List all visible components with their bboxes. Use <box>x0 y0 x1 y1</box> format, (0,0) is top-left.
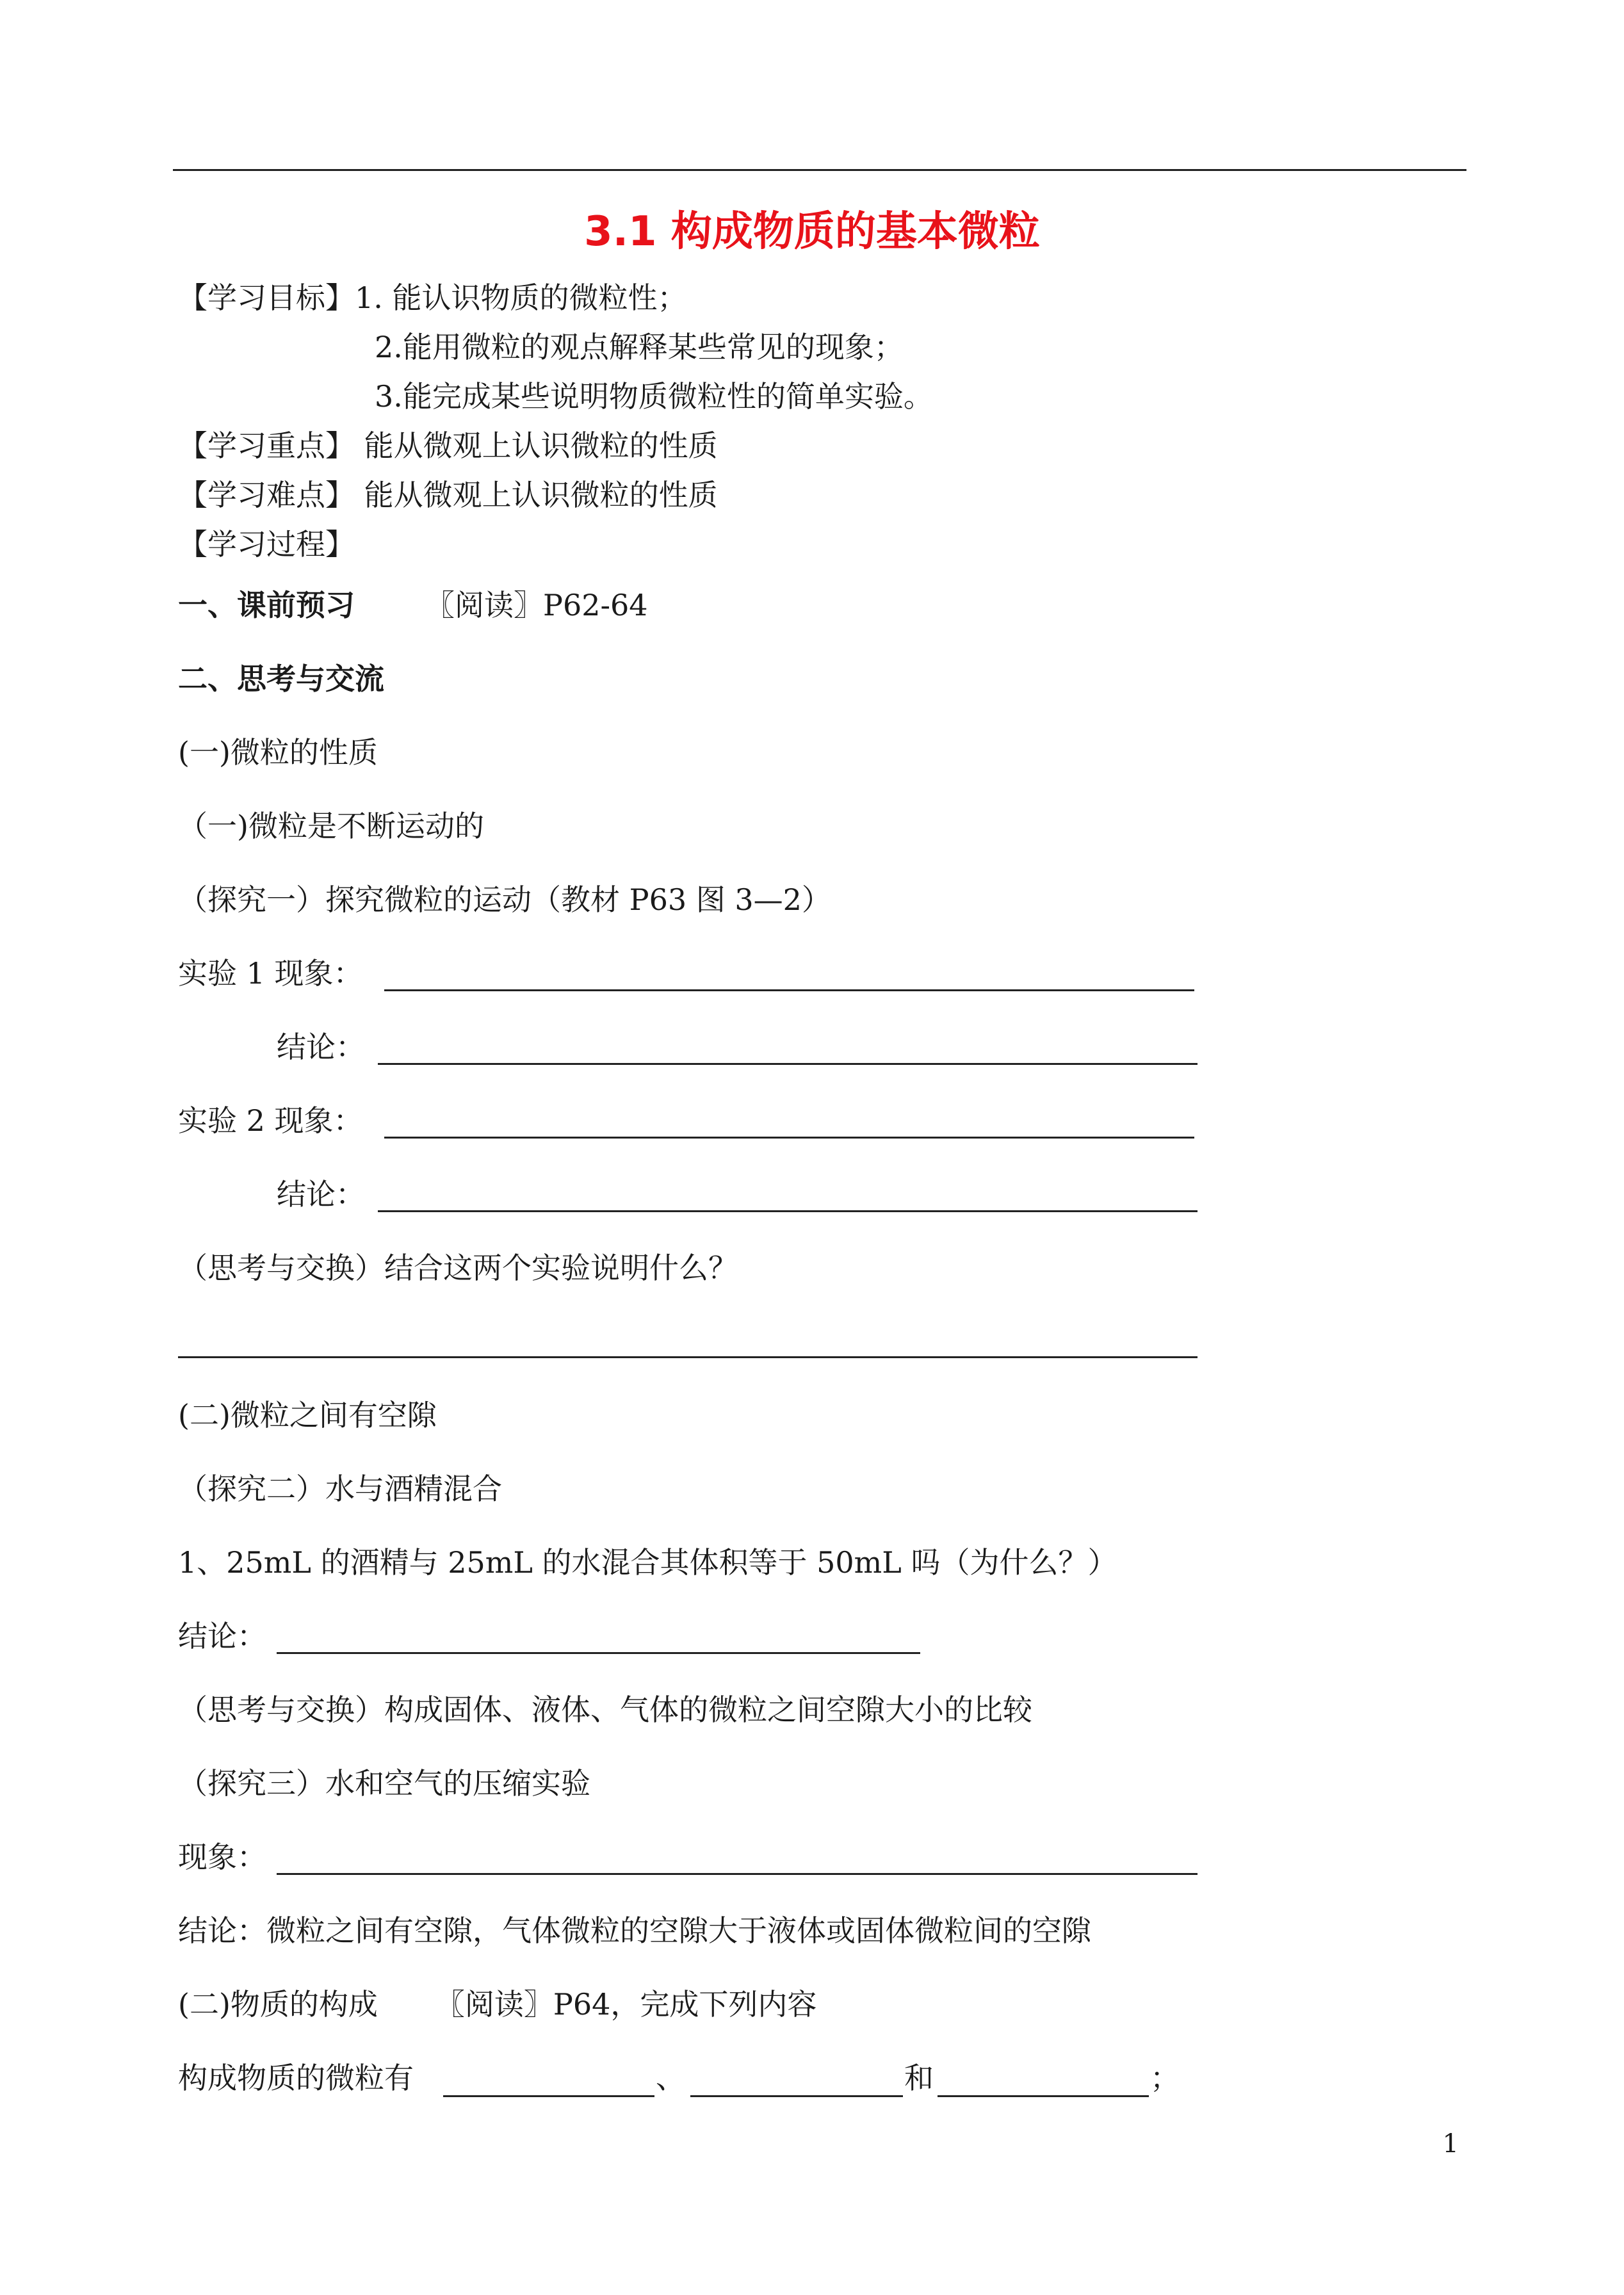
last-line-sep-1: 、 <box>656 2061 685 2095</box>
last-line-prefix: 构成物质的微粒有 <box>178 2061 414 2095</box>
exp1-phenomenon-label: 实验 1 现象： <box>178 956 363 991</box>
page-number: 1 <box>1442 2129 1459 2159</box>
part-3-heading: (二)物质的构成 <box>178 1987 378 2022</box>
section-1-reading: 〖阅读〗P62-64 <box>425 588 648 622</box>
header-rule <box>173 169 1466 171</box>
exp2-conclusion-label: 结论： <box>277 1177 365 1212</box>
conclusion-1-label: 结论： <box>178 1619 266 1653</box>
exp2-phenomenon-blank[interactable] <box>384 1137 1194 1139</box>
part-1-heading: (一)微粒的性质 <box>178 735 378 770</box>
think-1: （思考与交换）结合这两个实验说明什么？ <box>178 1251 738 1285</box>
key-point-line <box>178 426 718 465</box>
difficulty-label: 【学习难点】 <box>178 478 355 512</box>
part-3-line <box>178 1985 816 2023</box>
phenomenon-3-label: 现象： <box>178 1840 266 1874</box>
key-point-text: 能从微观上认识微粒的性质 <box>364 428 718 463</box>
particle-blank-2[interactable] <box>690 2095 903 2097</box>
section-1-heading: 一、课前预习 <box>178 588 355 622</box>
phenomenon-3-blank[interactable] <box>277 1873 1198 1875</box>
section-2-heading: 二、思考与交流 <box>178 661 384 696</box>
question-1: 1、25mL 的酒精与 25mL 的水混合其体积等于 50mL 吗（为什么？） <box>178 1545 1117 1580</box>
exp1-phenomenon-blank[interactable] <box>384 989 1194 991</box>
objectives-label: 【学习目标】 <box>178 280 355 315</box>
section-1 <box>178 586 648 624</box>
think-2: （思考与交换）构成固体、液体、气体的微粒之间空隙大小的比较 <box>178 1692 1032 1727</box>
page-title: 3.1 构成物质的基本微粒 <box>584 208 1040 255</box>
exp2-conclusion-blank[interactable] <box>378 1210 1198 1212</box>
particle-blank-1[interactable] <box>443 2095 654 2097</box>
explore-3: （探究三）水和空气的压缩实验 <box>178 1766 590 1801</box>
part-3-reading: 〖阅读〗P64，完成下列内容 <box>435 1987 817 2022</box>
part-1a-heading: （一)微粒是不断运动的 <box>178 809 484 843</box>
exp1-conclusion-blank[interactable] <box>378 1063 1198 1065</box>
exp1-conclusion-label: 结论： <box>277 1030 365 1064</box>
last-line-sep-2: 和 <box>904 2061 934 2095</box>
difficulty-line <box>178 476 718 514</box>
last-line-end: ； <box>1150 2061 1180 2095</box>
exp2-phenomenon-label: 实验 2 现象： <box>178 1103 363 1138</box>
part-2-heading: (二)微粒之间有空隙 <box>178 1398 437 1432</box>
explore-2: （探究二）水与酒精混合 <box>178 1472 502 1506</box>
objective-item-2: 2.能用微粒的观点解释某些常见的现象； <box>375 330 904 364</box>
key-point-label: 【学习重点】 <box>178 428 355 463</box>
conclusion-1-blank[interactable] <box>277 1652 920 1654</box>
objective-item-3: 3.能完成某些说明物质微粒性的简单实验。 <box>375 379 933 414</box>
particle-blank-3[interactable] <box>938 2095 1149 2097</box>
explore-1: （探究一）探究微粒的运动（教材 P63 图 3—2） <box>178 882 831 917</box>
conclusion-3: 结论：微粒之间有空隙，气体微粒的空隙大于液体或固体微粒间的空隙 <box>178 1913 1091 1948</box>
objectives-line-1 <box>178 279 687 317</box>
think-1-answer-blank[interactable] <box>178 1356 1198 1358</box>
difficulty-text: 能从微观上认识微粒的性质 <box>364 478 718 512</box>
objective-item-1: 1. 能认识物质的微粒性； <box>355 280 687 315</box>
process-label: 【学习过程】 <box>178 527 355 562</box>
